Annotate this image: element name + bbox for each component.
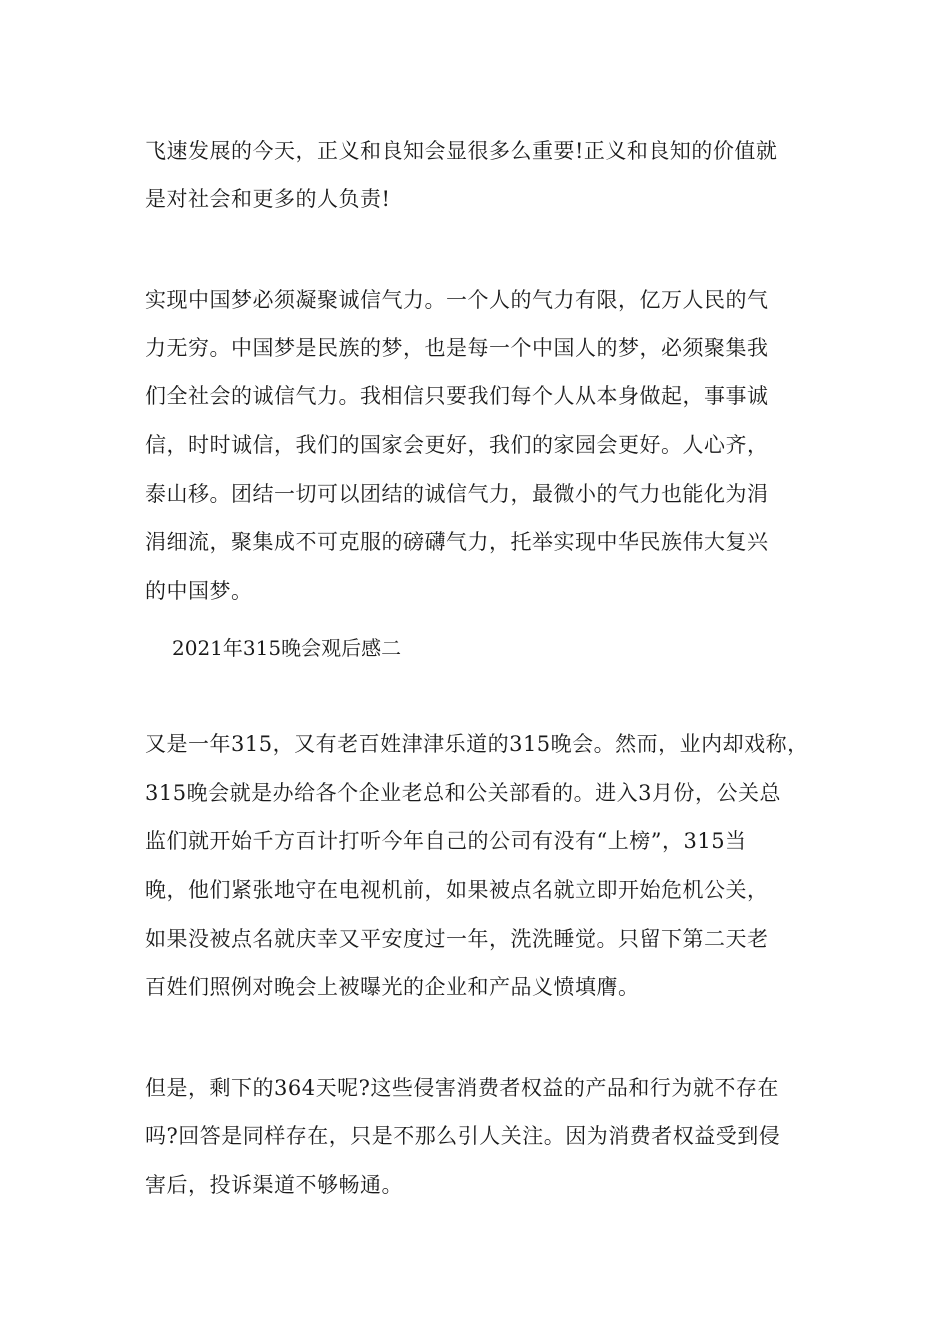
text-line: 涓细流，聚集成不可克服的磅礴气力，托举实现中华民族伟大复兴	[145, 530, 769, 554]
section-heading: 2021年315晚会观后感二	[172, 636, 402, 660]
text-line: 是对社会和更多的人负责!	[145, 187, 391, 211]
text-line: 如果没被点名就庆幸又平安度过一年，洗洗睡觉。只留下第二天老	[145, 927, 769, 951]
text-line: 害后，投诉渠道不够畅通。	[145, 1173, 403, 1197]
text-line: 又是一年315，又有老百姓津津乐道的315晚会。然而，业内却戏称，	[145, 732, 809, 756]
text-line: 监们就开始千方百计打听今年自己的公司有没有“上榜”，315当	[145, 829, 747, 853]
text-line: 但是，剩下的364天呢?这些侵害消费者权益的产品和行为就不存在	[145, 1076, 779, 1100]
text-line: 信，时时诚信，我们的国家会更好，我们的家园会更好。人心齐，	[145, 433, 769, 457]
text-line: 315晚会就是办给各个企业老总和公关部看的。进入3月份，公关总	[145, 781, 781, 805]
text-line: 吗?回答是同样存在，只是不那么引人关注。因为消费者权益受到侵	[145, 1124, 781, 1148]
text-line: 泰山移。团结一切可以团结的诚信气力，最微小的气力也能化为涓	[145, 482, 769, 506]
text-line: 的中国梦。	[145, 579, 253, 603]
text-line: 百姓们照例对晚会上被曝光的企业和产品义愤填膺。	[145, 975, 640, 999]
text-line: 晚，他们紧张地守在电视机前，如果被点名就立即开始危机公关，	[145, 878, 769, 902]
text-line: 实现中国梦必须凝聚诚信气力。一个人的气力有限，亿万人民的气	[145, 288, 769, 312]
text-line: 飞速发展的今天，正义和良知会显很多么重要!正义和良知的价值就	[145, 139, 778, 163]
text-line: 力无穷。中国梦是民族的梦，也是每一个中国人的梦，必须聚集我	[145, 336, 769, 360]
text-line: 们全社会的诚信气力。我相信只要我们每个人从本身做起，事事诚	[145, 384, 769, 408]
